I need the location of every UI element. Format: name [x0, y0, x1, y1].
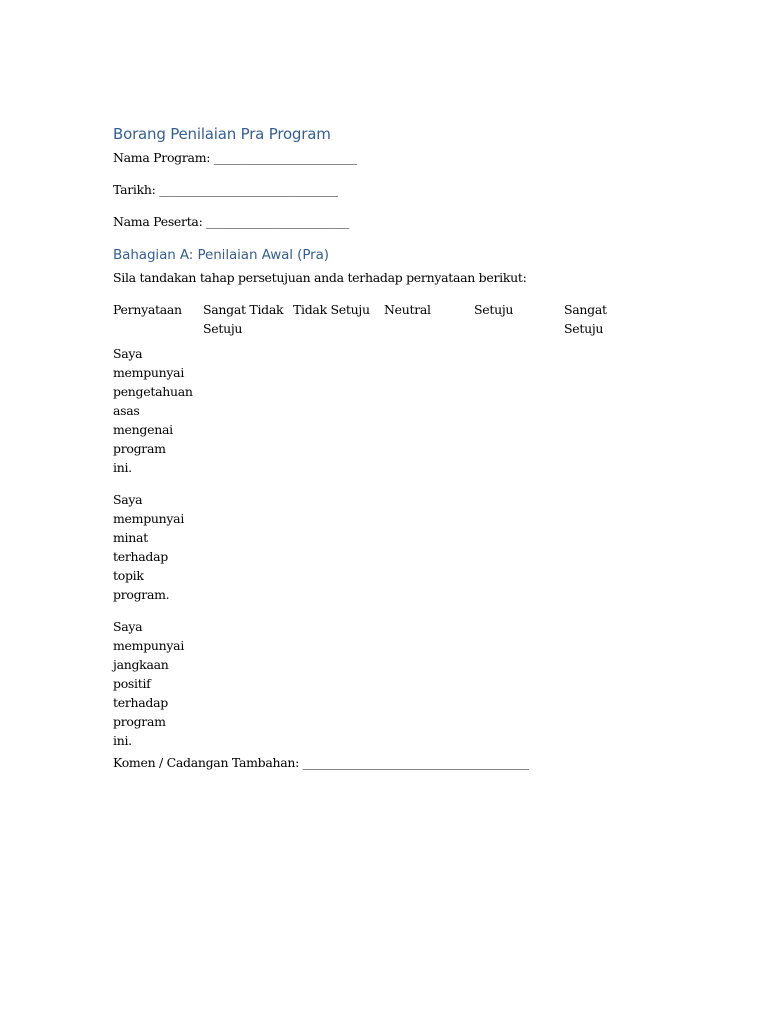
column-header-setuju: Setuju [474, 302, 514, 317]
column-header-sangat-tidak-setuju: Sangat Tidak Setuju [203, 302, 284, 336]
statement-cell: Saya mempunyai jangkaan positif terhadap program ini. [113, 619, 185, 748]
comments-field: Komen / Cadangan Tambahan: ______________________________________ [113, 755, 529, 770]
section-a-instruction: Sila tandakan tahap persetujuan anda terhadap pernyataan berikut: [113, 270, 527, 285]
column-header-pernyataan: Pernyataan [113, 302, 182, 317]
table-row [113, 344, 673, 477]
column-header-neutral: Neutral [384, 302, 431, 317]
field-nama-program: Nama Program: ________________________ [113, 150, 357, 165]
column-header-tidak-setuju: Tidak Setuju [293, 302, 370, 317]
table-row [113, 490, 673, 604]
document-page [113, 0, 673, 1024]
statement-cell: Saya mempunyai minat terhadap topik program. [113, 492, 185, 602]
table-row [113, 617, 673, 750]
section-a-title: Bahagian A: Penilaian Awal (Pra) [113, 247, 329, 263]
document-title: Borang Penilaian Pra Program [113, 125, 331, 143]
field-tarikh: Tarikh: ______________________________ [113, 182, 338, 197]
column-header-sangat-setuju: Sangat Setuju [564, 302, 607, 336]
rating-table [113, 300, 673, 750]
statement-cell: Saya mempunyai pengetahuan asas mengenai program ini. [113, 346, 193, 475]
table-header [113, 300, 673, 344]
field-nama-peserta: Nama Peserta: ________________________ [113, 214, 349, 229]
